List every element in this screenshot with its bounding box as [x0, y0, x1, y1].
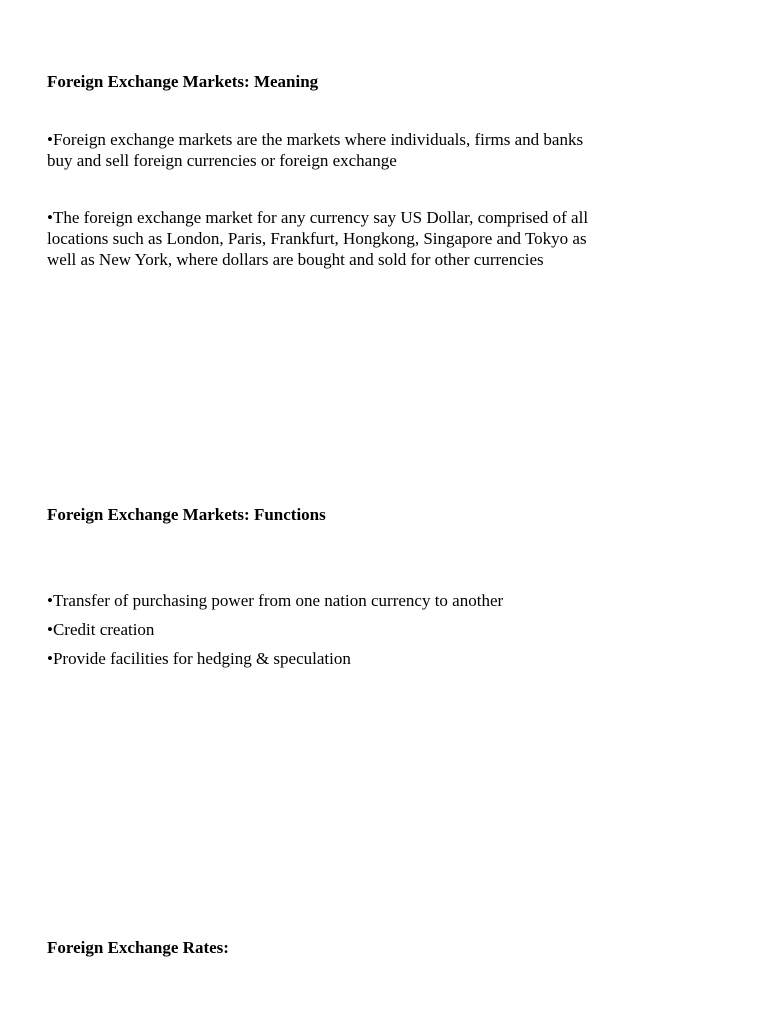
paragraph-definition — [47, 129, 687, 171]
paragraph-market-locations-line-2: locations such as London, Paris, Frankfurt, Hongkong, Singapore and Tokyo as — [47, 229, 587, 248]
heading-meaning: Foreign Exchange Markets: Meaning — [47, 72, 319, 91]
paragraph-definition-line-1: •Foreign exchange markets are the markets where individuals, firms and banks — [47, 130, 584, 149]
paragraph-market-locations-line-3: well as New York, where dollars are bought and sold for other currencies — [47, 250, 544, 269]
heading-functions: Foreign Exchange Markets: Functions — [47, 505, 326, 524]
heading-rates: Foreign Exchange Rates: — [47, 938, 229, 957]
paragraph-market-locations — [47, 207, 687, 270]
list-item: •Credit creation — [47, 620, 155, 639]
list-item: •Provide facilities for hedging & speculation — [47, 649, 351, 668]
paragraph-definition-line-2: buy and sell foreign currencies or foreign exchange — [47, 151, 397, 170]
paragraph-market-locations-line-1: •The foreign exchange market for any currency say US Dollar, comprised of all — [47, 208, 589, 227]
list-item: •Transfer of purchasing power from one nation currency to another — [47, 591, 504, 610]
functions-list — [47, 590, 503, 677]
